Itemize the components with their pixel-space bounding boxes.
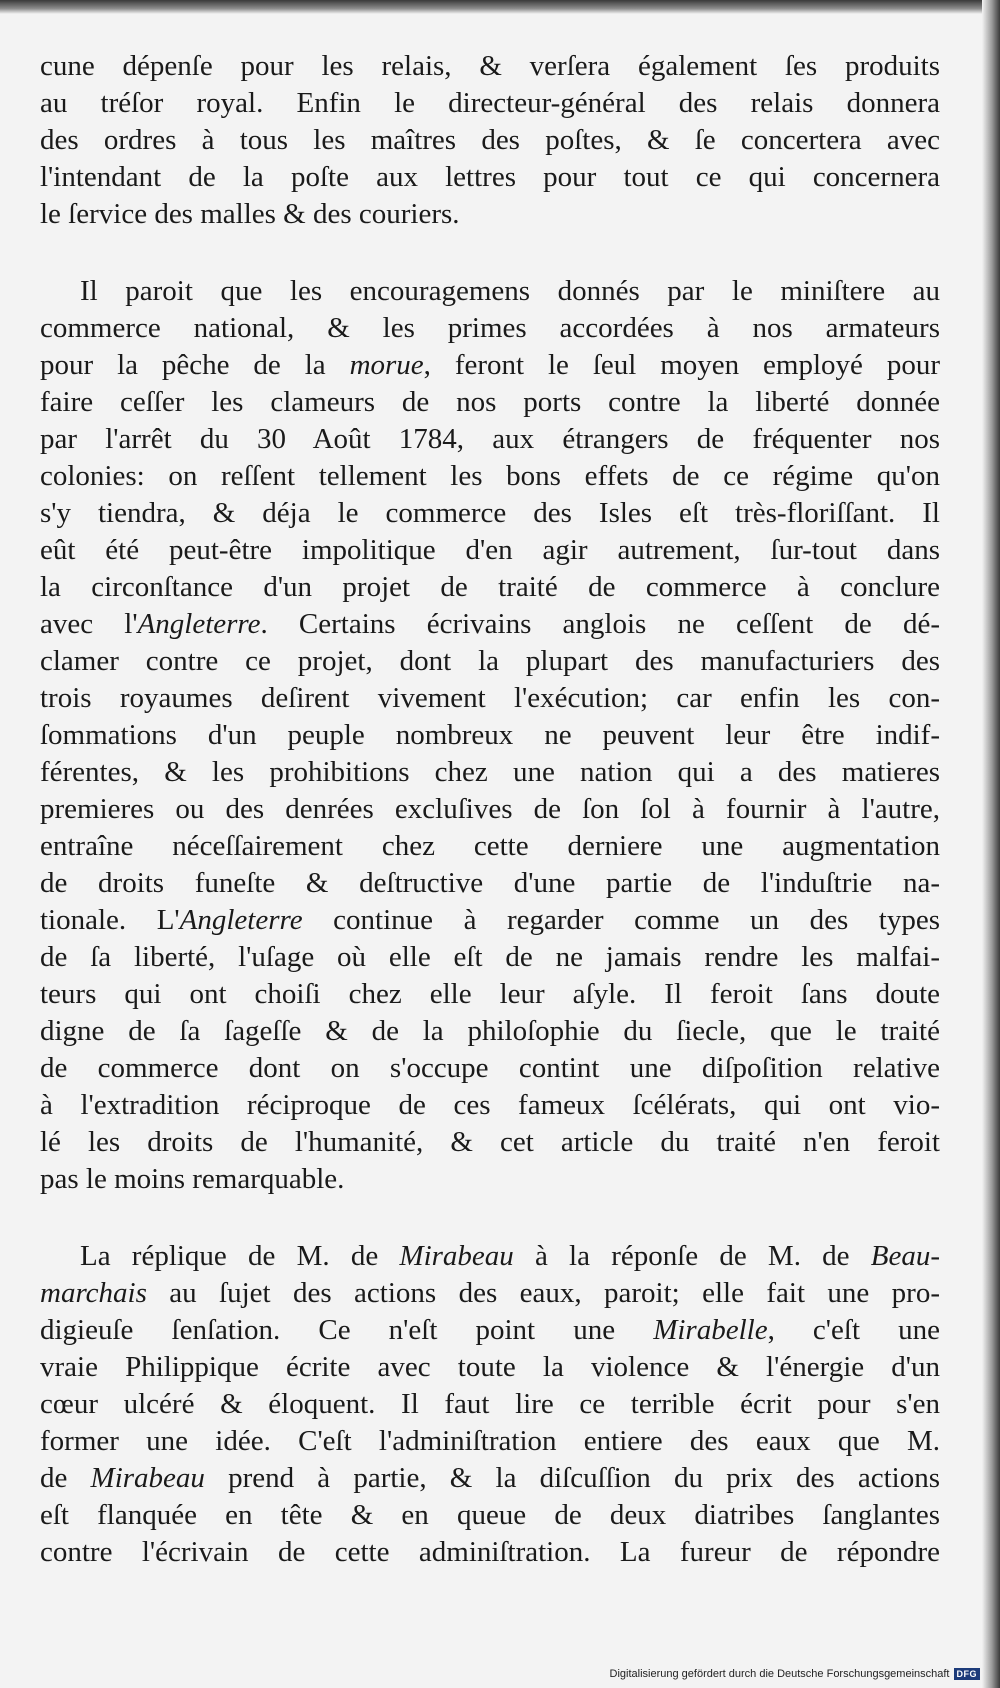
text-line: tionale. L'Angleterre continue à regarder comme un des types bbox=[40, 904, 940, 936]
scan-right-edge bbox=[982, 0, 1000, 1688]
text-line: pas le moins remarquable. bbox=[40, 1163, 345, 1195]
text-line: de Mirabeau prend à partie, & la diſcuſſion du prix des actions bbox=[40, 1462, 940, 1494]
text-line: le ſervice des malles & des couriers. bbox=[40, 198, 460, 230]
footer-credit-text: Digitalisierung gefördert durch die Deutsche Forschungsgemeinschaft bbox=[609, 1668, 950, 1680]
text-line: s'y tiendra, & déja le commerce des Isles eſt très-floriſſant. Il bbox=[40, 497, 940, 529]
scan-top-edge bbox=[0, 0, 1000, 14]
text-line: trois royaumes deſirent vivement l'exécution; car enfin les con- bbox=[40, 682, 940, 714]
text-line: eſt flanquée en tête & en queue de deux diatribes ſanglantes bbox=[40, 1499, 940, 1531]
text-line: commerce national, & les primes accordées à nos armateurs bbox=[40, 312, 940, 344]
text-line: cune dépenſe pour les relais, & verſera également ſes produits bbox=[40, 50, 940, 82]
text-line: à l'extradition réciproque de ces fameux ſcélérats, qui ont vio- bbox=[40, 1089, 940, 1121]
document-page bbox=[40, 48, 940, 1571]
paragraph-commerce bbox=[40, 273, 940, 1198]
text-line: digne de ſa ſageſſe & de la philoſophie du ſiecle, que le traité bbox=[40, 1015, 940, 1047]
text-line: faire ceſſer les clameurs de nos ports contre la liberté donnée bbox=[40, 386, 940, 418]
text-line: former une idée. C'eſt l'adminiſtration entiere des eaux que M. bbox=[40, 1425, 940, 1457]
text-line: Il paroit que les encouragemens donnés par le miniſtere au bbox=[80, 275, 940, 307]
text-line: clamer contre ce projet, dont la plupart des manufacturiers des bbox=[40, 645, 940, 677]
text-line: colonies: on reſſent tellement les bons effets de ce régime qu'on bbox=[40, 460, 940, 492]
paragraph-mirabeau bbox=[40, 1238, 940, 1571]
paragraph-spacer bbox=[40, 1198, 940, 1238]
text-line: de droits funeſte & deſtructive d'une partie de l'induſtrie na- bbox=[40, 867, 940, 899]
text-line: digieuſe ſenſation. Ce n'eſt point une Mirabelle, c'eſt une bbox=[40, 1314, 940, 1346]
text-line: au tréſor royal. Enfin le directeur-général des relais donnera bbox=[40, 87, 940, 119]
text-line: la circonſtance d'un projet de traité de commerce à conclure bbox=[40, 571, 940, 603]
text-line: eût été peut-être impolitique d'en agir autrement, ſur-tout dans bbox=[40, 534, 940, 566]
text-line: cœur ulcéré & éloquent. Il faut lire ce terrible écrit pour s'en bbox=[40, 1388, 940, 1420]
digitization-footer bbox=[610, 1668, 980, 1680]
text-line: avec l'Angleterre. Certains écrivains anglois ne ceſſent de dé- bbox=[40, 608, 940, 640]
text-line: marchais au ſujet des actions des eaux, paroit; elle fait une pro- bbox=[40, 1277, 940, 1309]
paragraph-spacer bbox=[40, 233, 940, 273]
text-line: de ſa liberté, l'uſage où elle eſt de ne jamais rendre les malfai- bbox=[40, 941, 940, 973]
text-line: ſommations d'un peuple nombreux ne peuvent leur être indif- bbox=[40, 719, 940, 751]
text-line: férentes, & les prohibitions chez une nation qui a des matieres bbox=[40, 756, 940, 788]
text-line: contre l'écrivain de cette adminiſtration. La fureur de répondre bbox=[40, 1536, 940, 1568]
dfg-logo: DFG bbox=[954, 1668, 981, 1680]
text-line: pour la pêche de la morue, feront le ſeul moyen employé pour bbox=[40, 349, 940, 381]
text-line: lé les droits de l'humanité, & cet article du traité n'en feroit bbox=[40, 1126, 940, 1158]
text-line: de commerce dont on s'occupe contint une diſpoſition relative bbox=[40, 1052, 940, 1084]
text-line: entraîne néceſſairement chez cette derniere une augmentation bbox=[40, 830, 940, 862]
text-line: premieres ou des denrées excluſives de ſon ſol à fournir à l'autre, bbox=[40, 793, 940, 825]
text-line: des ordres à tous les maîtres des poſtes, & ſe concertera avec bbox=[40, 124, 940, 156]
paragraph-relais bbox=[40, 48, 940, 233]
text-line: vraie Philippique écrite avec toute la violence & l'énergie d'un bbox=[40, 1351, 940, 1383]
text-line: La réplique de M. de Mirabeau à la réponſe de M. de Beau- bbox=[80, 1240, 940, 1272]
text-line: l'intendant de la poſte aux lettres pour tout ce qui concernera bbox=[40, 161, 940, 193]
text-line: par l'arrêt du 30 Août 1784, aux étrangers de fréquenter nos bbox=[40, 423, 940, 455]
text-line: teurs qui ont choiſi chez elle leur aſyle. Il feroit ſans doute bbox=[40, 978, 940, 1010]
